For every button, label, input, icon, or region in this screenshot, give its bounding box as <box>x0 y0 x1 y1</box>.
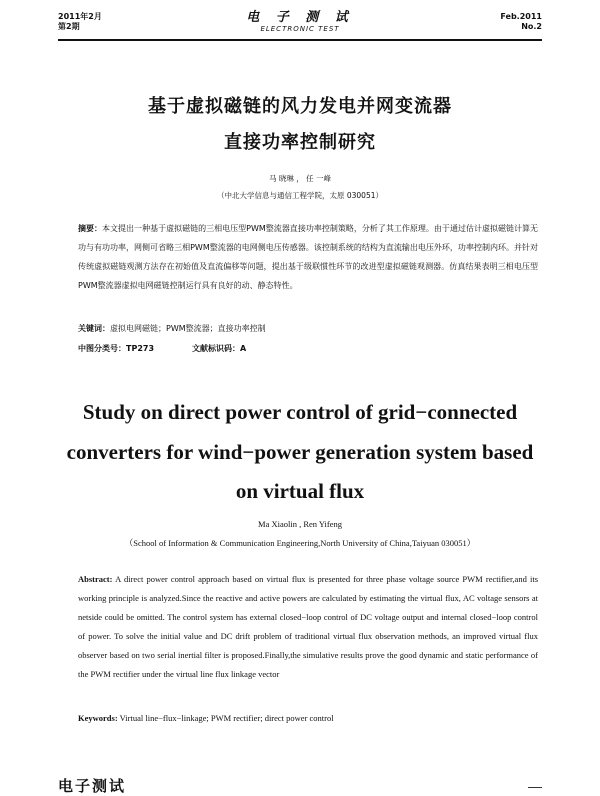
journal-name-cn: 电 子 测 试 <box>246 10 354 25</box>
cn-title-line-1: 基于虚拟磁链的风力发电并网变流器 <box>148 96 452 117</box>
en-keywords <box>78 713 334 723</box>
en-title-line-3: on virtual flux <box>235 479 365 503</box>
footer-journal-mark: 电子测试 <box>58 777 127 795</box>
cn-abstract-text: 本文提出一种基于虚拟磁链的三相电压型PWM整流器直接功率控制策略，分析了其工作原理。由于通过估计虚拟磁链计算无功与有功功率，网侧可省略三相PWM整流器的电网侧电压传感器。该控制系统的结构为直流输出电压外环，功率控制内环。并针对传统虚拟磁链观测方法存在初始值及直流偏移等问题，提出基于级联惯性环节的改进型虚拟磁链观测器。仿真结果表明三相电压型PWM整流器虚拟电网磁链控制运行具有良好的动、静态特性。 <box>78 224 539 290</box>
header-date-en: Feb.2011 <box>500 12 542 21</box>
cn-keywords-label: 关键词： <box>78 324 110 333</box>
cn-title-line-2: 直接功率控制研究 <box>224 132 376 153</box>
footer-page-mark <box>528 787 542 788</box>
en-keywords-label: Keywords: <box>78 713 118 723</box>
en-abstract <box>78 570 538 684</box>
en-keywords-text: Virtual line−flux−linkage; PWM rectifier; direct power control <box>119 713 334 723</box>
en-title-line-2: converters for wind−power generation system based <box>66 440 534 464</box>
cn-keywords <box>78 323 266 334</box>
en-authors: Ma Xiaolin , Ren Yifeng <box>258 519 342 529</box>
en-abstract-label: Abstract: <box>78 574 113 584</box>
clc-label: 中图分类号： <box>78 344 126 353</box>
doc-code-label: 文献标识码： <box>192 344 241 353</box>
cn-classification <box>78 343 246 354</box>
header-issue-cn: 第2期 <box>58 22 80 31</box>
en-title-line-1: Study on direct power control of grid−connected <box>82 400 518 424</box>
header-date-cn: 2011年2月 <box>58 12 102 21</box>
cn-authors: 马 晓琳 ， 任 一峰 <box>268 174 332 183</box>
cn-affiliation: （中北大学信息与通信工程学院，太原 030051） <box>216 191 383 200</box>
header-rule <box>58 39 542 41</box>
page-header <box>58 10 542 38</box>
header-journal <box>58 10 542 34</box>
en-abstract-text: A direct power control approach based on virtual flux is presented for three phase voltage source PWM rectifier,and its working principle is analyzed.Since the reactive and active powers are calculated by estimating the virtual flux, AC voltage sensors at netside could be omitted. The control system has external closed−loop control of DC voltage output and internal closed−loop control of power. To solve the initial value and DC drift problem of traditional virtual flux observation methods, an improved virtual flux observer based on two serial inertial filter is proposed.Finally,the simulative results prove the good dynamic and static performance of the PWM rectifier under the virtual line flux linkage vector <box>78 574 539 679</box>
clc-value: TP273 <box>126 344 155 353</box>
doc-code-value: A <box>240 344 247 353</box>
cn-keywords-text: 虚拟电网磁链；PWM整流器；直接功率控制 <box>110 324 266 333</box>
cn-abstract-label: 摘要： <box>78 224 103 233</box>
header-date-issue-en <box>500 12 542 32</box>
header-issue-en: No.2 <box>521 22 542 31</box>
cn-abstract <box>78 219 538 295</box>
journal-name-en: ELECTRONIC TEST <box>260 25 340 33</box>
en-affiliation: （School of Information & Communication Engineering,North University of China,Taiyuan 030051） <box>124 538 476 548</box>
